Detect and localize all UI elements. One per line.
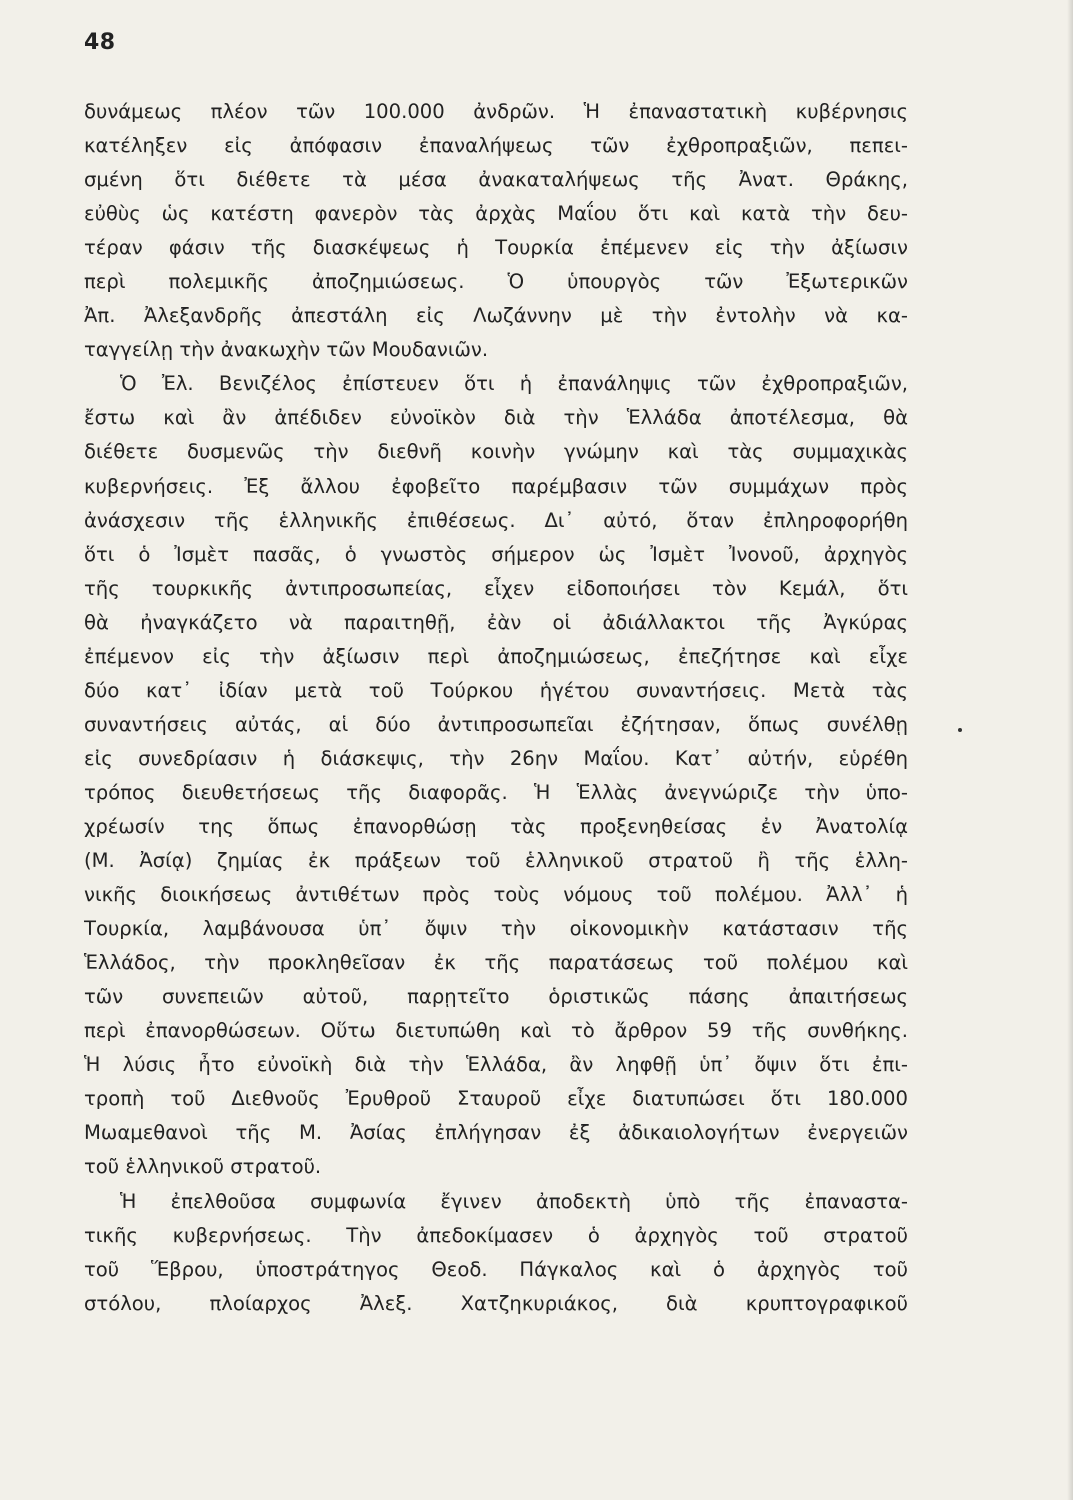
text-line: κυβερνήσεις. Ἐξ ἄλλου ἐφοβεῖτο παρέμβασιν τῶν συμμάχων πρὸς: [84, 474, 908, 498]
text-line: στόλου, πλοίαρχος Ἀλεξ. Χατζηκυριάκος, διὰ κρυπτογραφικοῦ: [84, 1291, 908, 1315]
text-line: τῆς τουρκικῆς ἀντιπροσωπείας, εἶχεν εἰδοποιήσει τὸν Κεμάλ, ὅτι: [84, 576, 908, 600]
text-line: κατέληξεν εἰς ἀπόφασιν ἐπαναλήψεως τῶν ἐχθροπραξιῶν, πεπει-: [84, 134, 908, 158]
text-line: περὶ πολεμικῆς ἀποζημιώσεως. Ὁ ὑπουργὸς τῶν Ἐξωτερικῶν: [84, 270, 908, 294]
text-line: Ὁ Ἐλ. Βενιζέλος ἐπίστευεν ὅτι ἡ ἐπανάληψις τῶν ἐχθροπραξιῶν,: [120, 372, 908, 396]
text-line: σμένη ὅτι διέθετε τὰ μέσα ἀνακαταλήψεως τῆς Ἀνατ. Θράκης,: [84, 168, 908, 192]
text-line: ὅτι ὁ Ἰσμὲτ πασᾶς, ὁ γνωστὸς σήμερον ὡς Ἰσμὲτ Ἰνονοῦ, ἀρχηγὸς: [84, 542, 908, 566]
page-number: 48: [84, 30, 116, 55]
text-line: συναντήσεις αὐτάς, αἱ δύο ἀντιπροσωπεῖαι ἐζήτησαν, ὅπως συνέλθῃ: [84, 712, 908, 736]
text-line: ἀνάσχεσιν τῆς ἑλληνικῆς ἐπιθέσεως. Δι᾿ αὐτό, ὅταν ἐπληροφορήθη: [84, 508, 908, 532]
text-line: τικῆς κυβερνήσεως. Τὴν ἀπεδοκίμασεν ὁ ἀρχηγὸς τοῦ στρατοῦ: [84, 1223, 908, 1247]
text-line: τοῦ ἑλληνικοῦ στρατοῦ.: [84, 1155, 322, 1179]
text-line: ἐπέμενον εἰς τὴν ἀξίωσιν περὶ ἀποζημιώσεως, ἐπεζήτησε καὶ εἶχε: [84, 644, 908, 668]
text-line: τροπὴ τοῦ Διεθνοῦς Ἐρυθροῦ Σταυροῦ εἶχε διατυπώσει ὅτι 180.000: [84, 1087, 908, 1111]
margin-mark: [958, 728, 962, 732]
text-line: Μωαμεθανοὶ τῆς Μ. Ἀσίας ἐπλήγησαν ἐξ ἀδικαιολογήτων ἐνεργειῶν: [84, 1121, 908, 1145]
text-line: νικῆς διοικήσεως ἀντιθέτων πρὸς τοὺς νόμους τοῦ πολέμου. Ἀλλ᾿ ἡ: [84, 883, 908, 907]
text-line: χρέωσίν της ὅπως ἐπανορθώσῃ τὰς προξενηθείσας ἐν Ἀνατολίᾳ: [84, 814, 908, 838]
text-line: τῶν συνεπειῶν αὐτοῦ, παρῃτεῖτο ὁριστικῶς πάσης ἀπαιτήσεως: [84, 985, 908, 1009]
text-line: εἰς συνεδρίασιν ἡ διάσκεψις, τὴν 26ην Μαΐου. Κατ᾿ αὐτήν, εὑρέθη: [84, 746, 908, 770]
text-line: Ἑλλάδος, τὴν προκληθεῖσαν ἐκ τῆς παρατάσεως τοῦ πολέμου καὶ: [84, 951, 908, 975]
text-line: τρόπος διευθετήσεως τῆς διαφορᾶς. Ἡ Ἑλλὰς ἀνεγνώριζε τὴν ὑπο-: [84, 780, 908, 804]
text-line: θὰ ἠναγκάζετο νὰ παραιτηθῇ, ἐὰν οἱ ἀδιάλλακτοι τῆς Ἀγκύρας: [84, 610, 908, 634]
body-text: [84, 95, 908, 1321]
text-line: τοῦ Ἕβρου, ὑποστράτηγος Θεοδ. Πάγκαλος καὶ ὁ ἀρχηγὸς τοῦ: [84, 1257, 908, 1281]
text-line: Ἡ λύσις ἦτο εὐνοϊκὴ διὰ τὴν Ἑλλάδα, ἂν ληφθῇ ὑπ᾿ ὄψιν ὅτι ἐπι-: [84, 1053, 908, 1077]
text-line: δυνάμεως πλέον τῶν 100.000 ἀνδρῶν. Ἡ ἐπαναστατικὴ κυβέρνησις: [84, 100, 908, 123]
text-line: περὶ ἐπανορθώσεων. Οὕτω διετυπώθη καὶ τὸ ἄρθρον 59 τῆς συνθήκης.: [84, 1019, 908, 1043]
text-line: Ἡ ἐπελθοῦσα συμφωνία ἔγινεν ἀποδεκτὴ ὑπὸ τῆς ἐπαναστα-: [120, 1189, 908, 1213]
text-line: διέθετε δυσμενῶς τὴν διεθνῆ κοινὴν γνώμην καὶ τὰς συμμαχικὰς: [84, 440, 908, 464]
text-line: ταγγείλῃ τὴν ἀνακωχὴν τῶν Μουδανιῶν.: [84, 338, 489, 362]
text-line: τέραν φάσιν τῆς διασκέψεως ἡ Τουρκία ἐπέμενεν εἰς τὴν ἀξίωσιν: [84, 236, 908, 260]
text-line: Ἀπ. Ἀλεξανδρῆς ἀπεστάλη εἰς Λωζάννην μὲ τὴν ἐντολὴν νὰ κα-: [84, 304, 908, 328]
page-edge-shadow: [1067, 0, 1073, 1500]
text-line: Τουρκία, λαμβάνουσα ὑπ᾿ ὄψιν τὴν οἰκονομικὴν κατάστασιν τῆς: [84, 917, 908, 941]
text-line: δύο κατ᾿ ἰδίαν μετὰ τοῦ Τούρκου ἡγέτου συναντήσεις. Μετὰ τὰς: [84, 678, 908, 702]
text-line: (Μ. Ἀσίᾳ) ζημίας ἐκ πράξεων τοῦ ἑλληνικοῦ στρατοῦ ἢ τῆς ἑλλη-: [84, 849, 908, 873]
text-line: εὐθὺς ὡς κατέστη φανερὸν τὰς ἀρχὰς Μαΐου ὅτι καὶ κατὰ τὴν δευ-: [84, 202, 908, 226]
text-line: ἔστω καὶ ἂν ἀπέδιδεν εὐνοϊκὸν διὰ τὴν Ἑλλάδα ἀποτέλεσμα, θὰ: [84, 406, 908, 430]
